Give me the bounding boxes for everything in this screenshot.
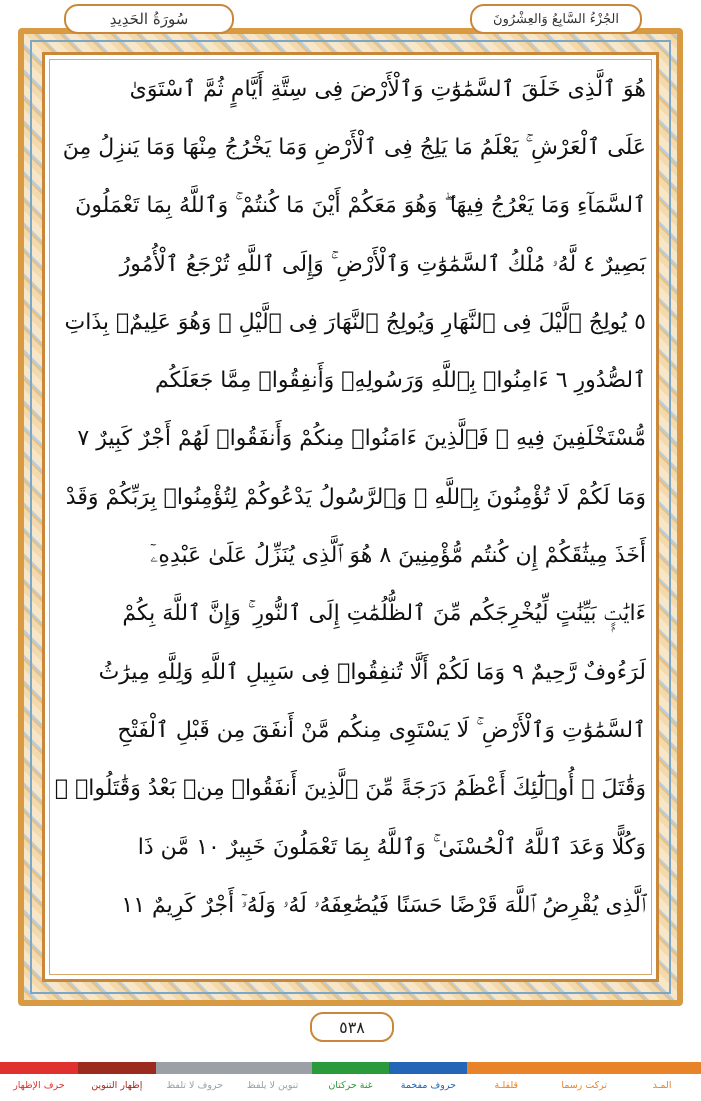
text-line: وَمَا لَكُمْ لَا تُؤْمِنُونَ بِٱللَّهِ ۙ وَٱلرَّسُولُ يَدْعُوكُمْ لِتُؤْمِنُوا۟ بِرَبِّكُمْ وَقَدْ xyxy=(65,484,646,510)
text-line: ٥ يُولِجُ ٱلَّيْلَ فِى ٱلنَّهَارِ وَيُولِجُ ٱلنَّهَارَ فِى ٱلَّيْلِ ۚ وَهُوَ عَلِيمٌۢ بِذَاتِ xyxy=(64,309,646,335)
legend-label: حروف مفخمة xyxy=(400,1080,456,1091)
text-line: أَخَذَ مِيثَٰقَكُمْ إِن كُنتُم مُّؤْمِنِينَ ٨ هُوَ ٱلَّذِى يُنَزِّلُ عَلَىٰ عَبْدِهِۦٓ xyxy=(150,543,646,569)
text-line: بَصِيرٌ ٤ لَّهُۥ مُلْكُ ٱلسَّمَٰوَٰتِ وَٱلْأَرْضِ ۚ وَإِلَى ٱللَّهِ تُرْجَعُ ٱلْأُمُورُ xyxy=(119,251,646,277)
legend-label: تنوين لا يلفظ xyxy=(246,1080,299,1091)
legend-swatch xyxy=(156,1062,234,1074)
legend-item xyxy=(234,1062,312,1101)
page-number: ٥٣٨ xyxy=(310,1012,394,1042)
text-line: مُّسْتَخْلَفِينَ فِيهِ ۖ فَٱلَّذِينَ ءَامَنُوا۟ مِنكُمْ وَأَنفَقُوا۟ لَهُمْ أَجْرٌ كَبِيرٌ ٧ xyxy=(77,426,646,452)
quran-text xyxy=(56,60,646,934)
text-line: وَكُلًّا وَعَدَ ٱللَّهُ ٱلْحُسْنَىٰ ۚ وَٱللَّهُ بِمَا تَعْمَلُونَ خَبِيرٌ ١٠ مَّن ذَا xyxy=(137,834,646,860)
legend-item xyxy=(389,1062,467,1101)
text-line: هُوَ ٱلَّذِى خَلَقَ ٱلسَّمَٰوَٰتِ وَٱلْأَرْضَ فِى سِتَّةِ أَيَّامٍ ثُمَّ ٱسْتَوَىٰ xyxy=(129,76,646,102)
legend-item xyxy=(312,1062,390,1101)
juz-header: الجُزْءُ السَّابِعُ وَالعِشْرُونَ xyxy=(470,4,642,34)
legend-label: حرف الإظهار xyxy=(13,1080,65,1091)
legend-item xyxy=(623,1062,701,1101)
legend-swatch xyxy=(545,1062,623,1074)
legend-swatch xyxy=(0,1062,78,1074)
legend-item xyxy=(545,1062,623,1101)
legend-item xyxy=(78,1062,156,1101)
legend-label: قلقلـة xyxy=(494,1080,519,1091)
tajweed-legend xyxy=(0,1062,701,1101)
legend-swatch xyxy=(78,1062,156,1074)
legend-label: المـد xyxy=(652,1080,672,1091)
legend-item xyxy=(0,1062,78,1101)
text-line: لَرَءُوفٌ رَّحِيمٌ ٩ وَمَا لَكُمْ أَلَّا تُنفِقُوا۟ فِى سَبِيلِ ٱللَّهِ وَلِلَّهِ مِيرَٰثُ xyxy=(98,659,646,685)
legend-label: حروف لا تلفظ xyxy=(166,1080,224,1091)
legend-swatch xyxy=(467,1062,545,1074)
surah-name-header: سُورَةُ الحَدِيدِ xyxy=(64,4,234,34)
legend-label: إظهار التنوين xyxy=(91,1080,143,1091)
legend-swatch xyxy=(623,1062,701,1074)
text-line: وَقَٰتَلَ ۚ أُو۟لَٰٓئِكَ أَعْظَمُ دَرَجَةً مِّنَ ٱلَّذِينَ أَنفَقُوا۟ مِنۢ بَعْدُ وَقَٰتَلُوا۟ ۚ xyxy=(54,776,646,802)
text-line: ٱلَّذِى يُقْرِضُ ٱللَّهَ قَرْضًا حَسَنًا فَيُضَٰعِفَهُۥ لَهُۥ وَلَهُۥٓ أَجْرٌ كَرِيمٌ ١١ xyxy=(121,892,646,918)
legend-swatch xyxy=(312,1062,390,1074)
legend-item xyxy=(467,1062,545,1101)
text-line: ٱلصُّدُورِ ٦ ءَامِنُوا۟ بِٱللَّهِ وَرَسُولِهِۦ وَأَنفِقُوا۟ مِمَّا جَعَلَكُم xyxy=(155,368,646,394)
text-line: ٱلسَّمَٰوَٰتِ وَٱلْأَرْضِ ۚ لَا يَسْتَوِى مِنكُم مَّنْ أَنفَقَ مِن قَبْلِ ٱلْفَتْحِ xyxy=(117,717,646,743)
text-line: ءَايَٰتٍۭ بَيِّنَٰتٍ لِّيُخْرِجَكُم مِّنَ ٱلظُّلُمَٰتِ إِلَى ٱلنُّورِ ۚ وَإِنَّ ٱللَّهَ بِكُمْ xyxy=(122,601,646,627)
legend-swatch xyxy=(234,1062,312,1074)
text-line: عَلَى ٱلْعَرْشِ ۚ يَعْلَمُ مَا يَلِجُ فِى ٱلْأَرْضِ وَمَا يَخْرُجُ مِنْهَا وَمَا يَنزِلُ مِنَ xyxy=(62,134,646,160)
legend-label: غنة حركتان xyxy=(328,1080,373,1091)
text-line: ٱلسَّمَآءِ وَمَا يَعْرُجُ فِيهَا ۖ وَهُوَ مَعَكُمْ أَيْنَ مَا كُنتُمْ ۚ وَٱللَّهُ بِمَا تَعْمَلُونَ xyxy=(75,193,646,219)
legend-item xyxy=(156,1062,234,1101)
legend-swatch xyxy=(389,1062,467,1074)
legend-label: تركت رسما xyxy=(561,1080,608,1091)
